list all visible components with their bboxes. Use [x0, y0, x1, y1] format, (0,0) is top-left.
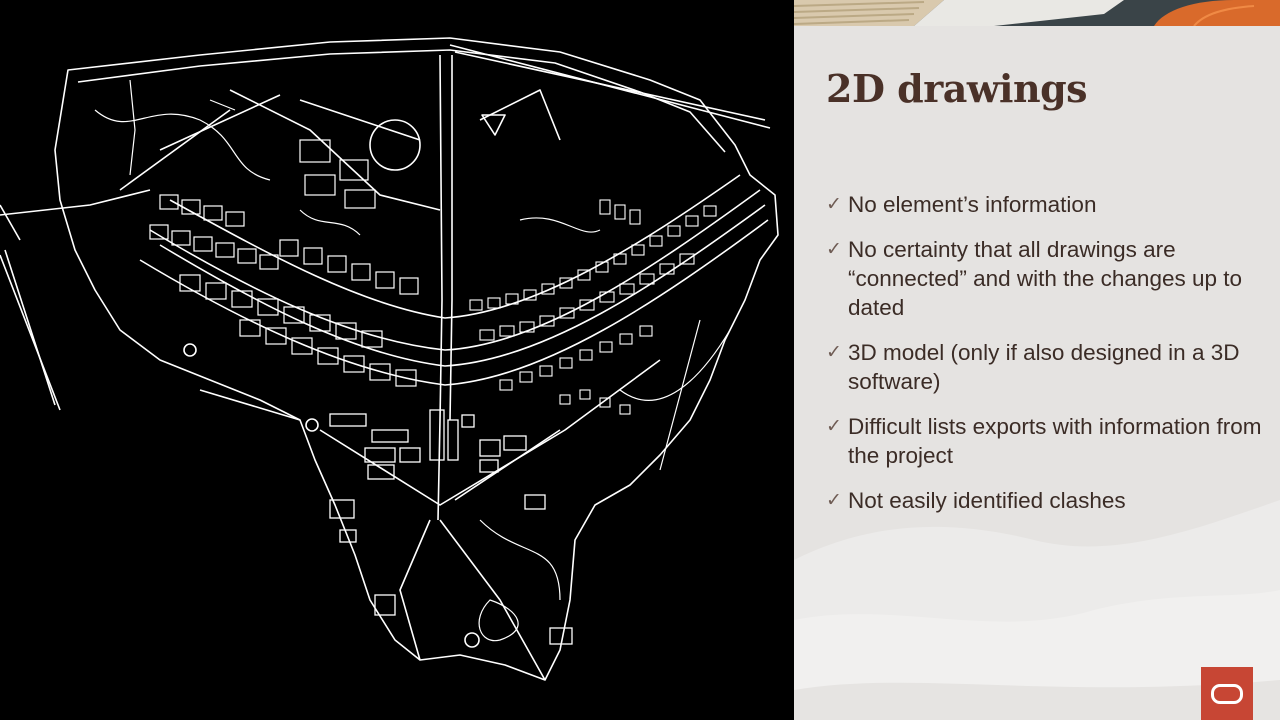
oracle-logo-icon [1201, 667, 1253, 720]
bullet-text: Difficult lists exports with information from the project [848, 414, 1262, 468]
check-icon: ✓ [826, 238, 842, 260]
decorative-top-strip [794, 0, 1280, 26]
bullet-item [826, 235, 1266, 322]
bullet-list [826, 190, 1266, 531]
content-panel [794, 0, 1280, 720]
bullet-text: Not easily identified clashes [848, 488, 1126, 513]
check-icon: ✓ [826, 341, 842, 363]
check-icon: ✓ [826, 415, 842, 437]
bullet-text: 3D model (only if also designed in a 3D software) [848, 340, 1240, 394]
logo-ring [1211, 684, 1243, 704]
bullet-item [826, 190, 1266, 219]
bullet-item [826, 412, 1266, 470]
bullet-item [826, 338, 1266, 396]
slide-title: 2D drawings [826, 66, 1088, 111]
bullet-text: No certainty that all drawings are “connected” and with the changes up to dated [848, 237, 1243, 320]
bullet-text: No element’s information [848, 192, 1097, 217]
bullet-item [826, 486, 1266, 515]
check-icon: ✓ [826, 489, 842, 511]
check-icon: ✓ [826, 193, 842, 215]
